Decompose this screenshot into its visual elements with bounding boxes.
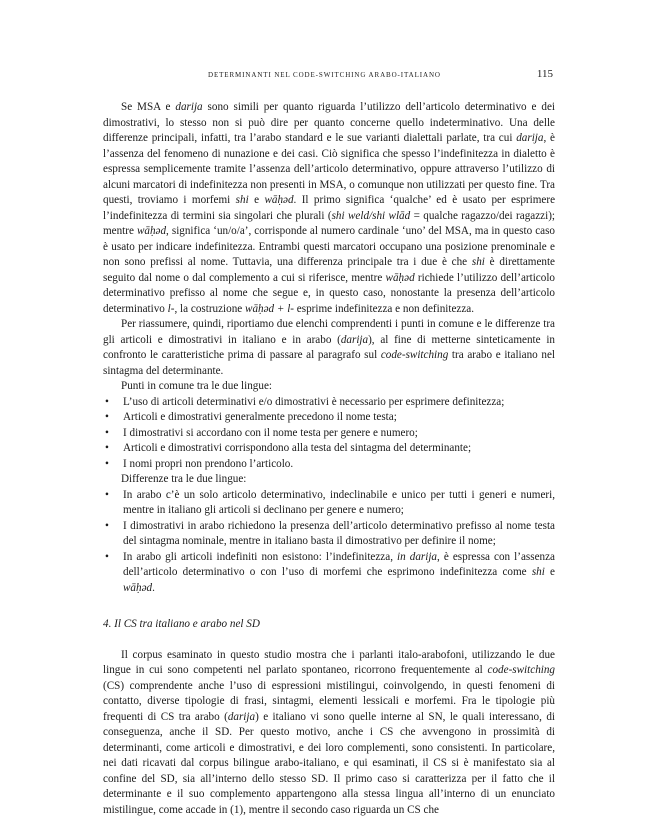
- section-heading: 4. Il CS tra italiano e arabo nel SD: [103, 618, 260, 630]
- body-text: [103, 100, 555, 818]
- list-item: • I nomi propri non prendono l’articolo.: [103, 457, 555, 473]
- list-item: • In arabo c’è un solo articolo determinativo, indeclinabile e unico per tutti i generi e numeri, mentre in italiano gli articoli si declinano per genere e numero;: [103, 488, 555, 519]
- list-item: • Articoli e dimostrativi corrispondono alla testa del sintagma del determinante;: [103, 441, 555, 457]
- paragraph-summary: Per riassumere, quindi, riportiamo due elenchi comprendenti i punti in comune e le differenze tra gli articoli e dimostrativi in italiano e in arabo (darija), al fine di metterne sinteticamente in confronto le caratteristiche prima di passare al paragrafo sul code-switching tra arabo e italiano nel sintagma del determinante.: [103, 318, 555, 377]
- list-item: • I dimostrativi si accordano con il nome testa per genere e numero;: [103, 426, 555, 442]
- differences-intro: Differenze tra le due lingue:: [121, 473, 247, 485]
- list-item: • In arabo gli articoli indefiniti non esistono: l’indefinitezza, in darija, è espressa con l’assenza dell’articolo determinativo o con l’uso di morfemi che esprimono indefinitezza come shi e wāḥəd.: [103, 550, 555, 597]
- common-points-intro: Punti in comune tra le due lingue:: [121, 380, 272, 392]
- list-item: • I dimostrativi in arabo richiedono la presenza dell’articolo determinativo prefisso al nome testa del sintagma nominale, mentre in italiano basta il dimostrativo per definire il nome;: [103, 519, 555, 550]
- differences-list: [103, 488, 555, 597]
- page-header: [103, 70, 553, 84]
- common-points-list: [103, 395, 555, 473]
- running-title: DETERMINANTI NEL CODE-SWITCHING ARABO-ITALIANO: [208, 71, 441, 79]
- paragraph-indefiniteness: Se MSA e darija sono simili per quanto riguarda l’utilizzo dell’articolo determinativo e dei dimostrativi, lo stesso non si può dire per quanto concerne quello indeterminativo. Una delle differenze principali, infatti, tra l’arabo standard e le sue varianti dialettali parlate, tra cui darija, è l’assenza del fenomeno di nunazione e dei casi. Ciò significa che spesso l’indefinitezza in dialetto è espressa semplicemente tramite l’assenza dell’articolo determinativo, oppure attraverso l’utilizzo di alcuni marcatori di indefinitezza non presenti in MSA, o comunque non utilizzati per questo fine. Tra questi, troviamo i morfemi shi e wāḥəd. Il primo significa ‘qualche’ ed è usato per esprimere l’indefinitezza di termini sia singolari che plurali (shi weld/shi wlād = qualche ragazzo/dei ragazzi); mentre wāḥəd, significa ‘un/o/a’, corrisponde al numero cardinale ‘uno’ del MSA, ma in questo caso è usato per indicare indefinitezza. Entrambi questi marcatori occupano una posizione prenominale e non sono prefissi al nome. Tuttavia, una differenza principale tra i due è che shi è direttamente seguito dal nome o dal complemento a cui si riferisce, mentre wāḥəd richiede l’utilizzo dell’articolo determinativo prefisso al nome che segue e, in questo caso, nonostante la presenza dell’articolo determinativo l-, la costruzione wāḥəd + l- esprime indefinitezza e non definitezza.: [103, 101, 556, 315]
- paragraph-corpus: Il corpus esaminato in questo studio mostra che i parlanti italo-arabofoni, utilizzando le due lingue in cui sono competenti nel parlato spontaneo, ricorrono frequentemente al code-switching (CS) comprendente anche l’uso di espressioni mistilingui, coinvolgendo, in questi fenomeni di contatto, diverse tipologie di frasi, sintagmi, elementi lessicali e morfemi. Fra le tipologie più frequenti di CS tra arabo (darija) e italiano vi sono quelle interne al SN, le quali interessano, di conseguenza, anche il SD. Per questo motivo, anche i CS che avvengono in prossimità di determinanti, come articoli e dimostrativi, e dei loro complementi, sono consistenti. In particolare, nei dati ricavati dal corpus bilingue arabo-italiano, e qui esaminati, il CS si è manifestato sia al confine del SD, sia all’interno dello stesso SD. Il primo caso si caratterizza per il fatto che il determinante e il suo complemento appartengono alla stessa lingua all’interno di un enunciato mistilingue, come accade in (1), mentre il secondo caso riguarda un CS che: [103, 648, 555, 816]
- list-item: • Articoli e dimostrativi generalmente precedono il nome testa;: [103, 410, 555, 426]
- list-item: • L’uso di articoli determinativi e/o dimostrativi è necessario per esprimere definitezza;: [103, 395, 555, 411]
- page-number: 115: [536, 68, 553, 80]
